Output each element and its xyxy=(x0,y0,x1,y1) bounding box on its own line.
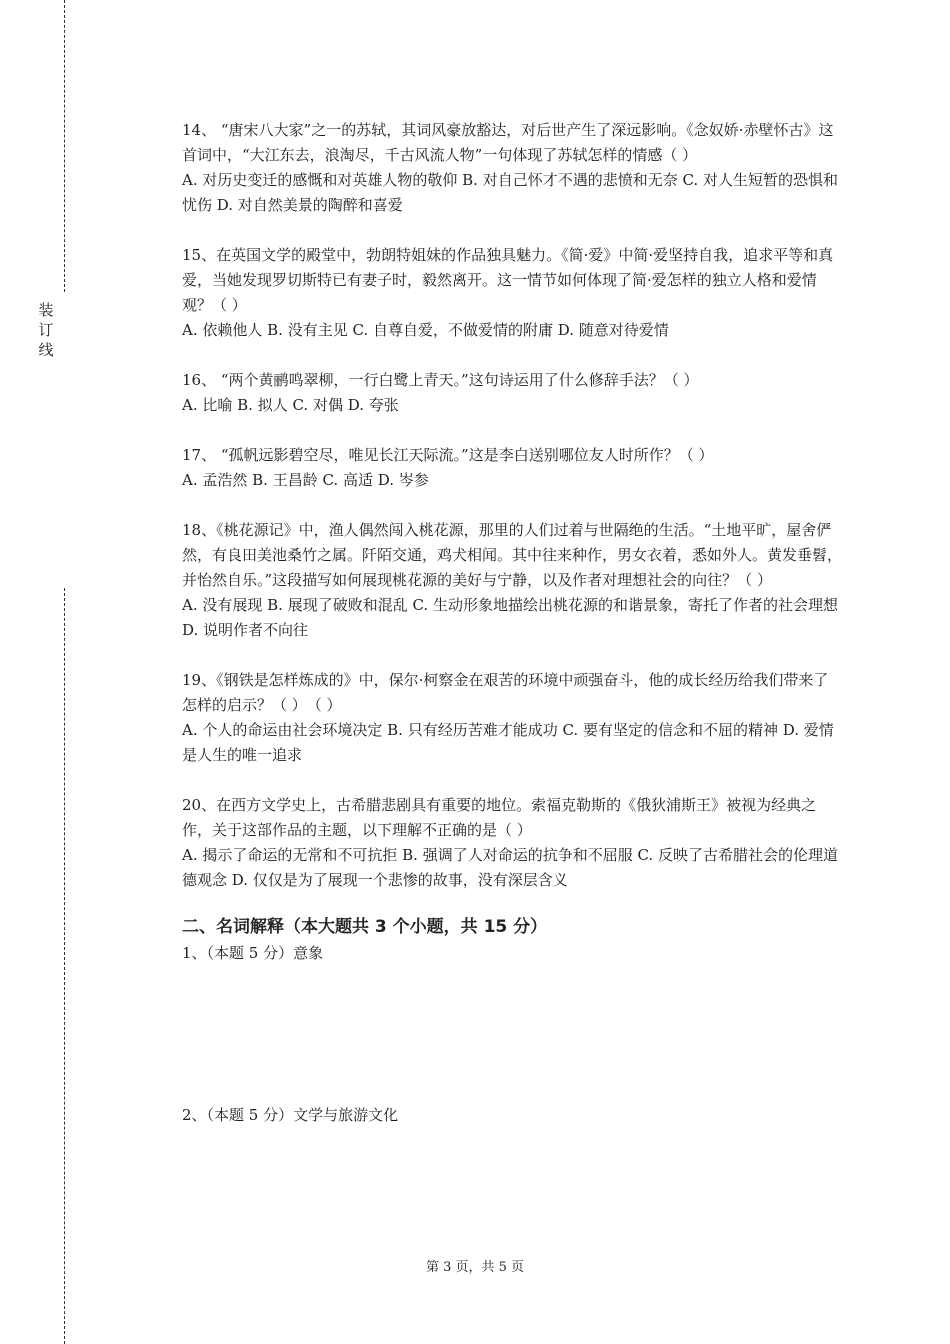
binding-char: 装 xyxy=(38,301,54,319)
question-15 xyxy=(182,243,842,343)
question-18 xyxy=(182,518,842,643)
question-stem: 17、 “孤帆远影碧空尽，唯见长江天际流。”这是李白送别哪位友人时所作？（ ） xyxy=(182,446,714,464)
question-options: A. 比喻 B. 拟人 C. 对偶 D. 夸张 xyxy=(182,396,399,414)
binding-dashed-line-top xyxy=(64,0,65,292)
question-20 xyxy=(182,793,842,893)
term-item: 1、（本题 5 分）意象 xyxy=(182,944,324,962)
question-options: A. 依赖他人 B. 没有主见 C. 自尊自爱，不做爱情的附庸 D. 随意对待爱情 xyxy=(182,321,669,339)
question-stem: 15、在英国文学的殿堂中，勃朗特姐妹的作品独具魅力。《简·爱》中简·爱坚持自我，追求平等和真爱，当她发现罗切斯特已有妻子时，毅然离开。这一情节如何体现了简·爱怎样的独立人格和爱情观？（ ） xyxy=(182,246,834,314)
question-options: A. 没有展现 B. 展现了破败和混乱 C. 生动形象地描绘出桃花源的和谐景象，寄托了作者的社会理想 D. 说明作者不向往 xyxy=(182,596,838,639)
question-stem: 20、在西方文学史上，古希腊悲剧具有重要的地位。索福克勒斯的《俄狄浦斯王》被视为经典之作，关于这部作品的主题，以下理解不正确的是（ ） xyxy=(182,796,817,839)
binding-dashed-line-bottom xyxy=(64,588,65,1344)
question-stem: 16、 “两个黄鹂鸣翠柳，一行白鹭上青天。”这句诗运用了什么修辞手法？（ ） xyxy=(182,371,699,389)
question-stem: 14、 “唐宋八大家”之一的苏轼，其词风豪放豁达，对后世产生了深远影响。《念奴娇·赤壁怀古》这首词中，“大江东去，浪淘尽，千古风流人物”一句体现了苏轼怎样的情感（ ） xyxy=(182,121,834,164)
question-17 xyxy=(182,443,842,493)
question-options: A. 对历史变迁的感慨和对英雄人物的敬仰 B. 对自己怀才不遇的悲愤和无奈 C. 对人生短暂的恐惧和忧伤 D. 对自然美景的陶醉和喜爱 xyxy=(182,171,838,214)
question-options: A. 揭示了命运的无常和不可抗拒 B. 强调了人对命运的抗争和不屈服 C. 反映了古希腊社会的伦理道德观念 D. 仅仅是为了展现一个悲惨的故事，没有深层含义 xyxy=(182,846,838,889)
page-number: 第 3 页，共 5 页 xyxy=(425,1260,525,1275)
binding-char: 线 xyxy=(38,341,54,359)
binding-char: 订 xyxy=(38,321,54,339)
question-16 xyxy=(182,368,842,418)
binding-label xyxy=(36,300,56,360)
question-stem: 19、《钢铁是怎样炼成的》中，保尔·柯察金在艰苦的环境中顽强奋斗，他的成长经历给我们带来了怎样的启示？（ ） （ ） xyxy=(182,671,829,714)
term-item: 2、（本题 5 分）文学与旅游文化 xyxy=(182,1106,399,1124)
question-14 xyxy=(182,118,842,218)
exam-content xyxy=(182,118,842,1128)
section-title: 二、名词解释（本大题共 3 个小题，共 15 分） xyxy=(182,917,548,937)
question-options: A. 个人的命运由社会环境决定 B. 只有经历苦难才能成功 C. 要有坚定的信念和不屈的精神 D. 爱情是人生的唯一追求 xyxy=(182,721,834,764)
question-19 xyxy=(182,668,842,768)
question-options: A. 孟浩然 B. 王昌龄 C. 高适 D. 岑参 xyxy=(182,471,429,489)
question-stem: 18、《桃花源记》中，渔人偶然闯入桃花源，那里的人们过着与世隔绝的生活。“土地平旷，屋舍俨然，有良田美池桑竹之属。阡陌交通，鸡犬相闻。其中往来种作，男女衣着，悉如外人。黄发垂髫，并怡然自乐。”这段描写如何展现桃花源的美好与宁静，以及作者对理想社会的向往？（ ） xyxy=(182,521,843,589)
